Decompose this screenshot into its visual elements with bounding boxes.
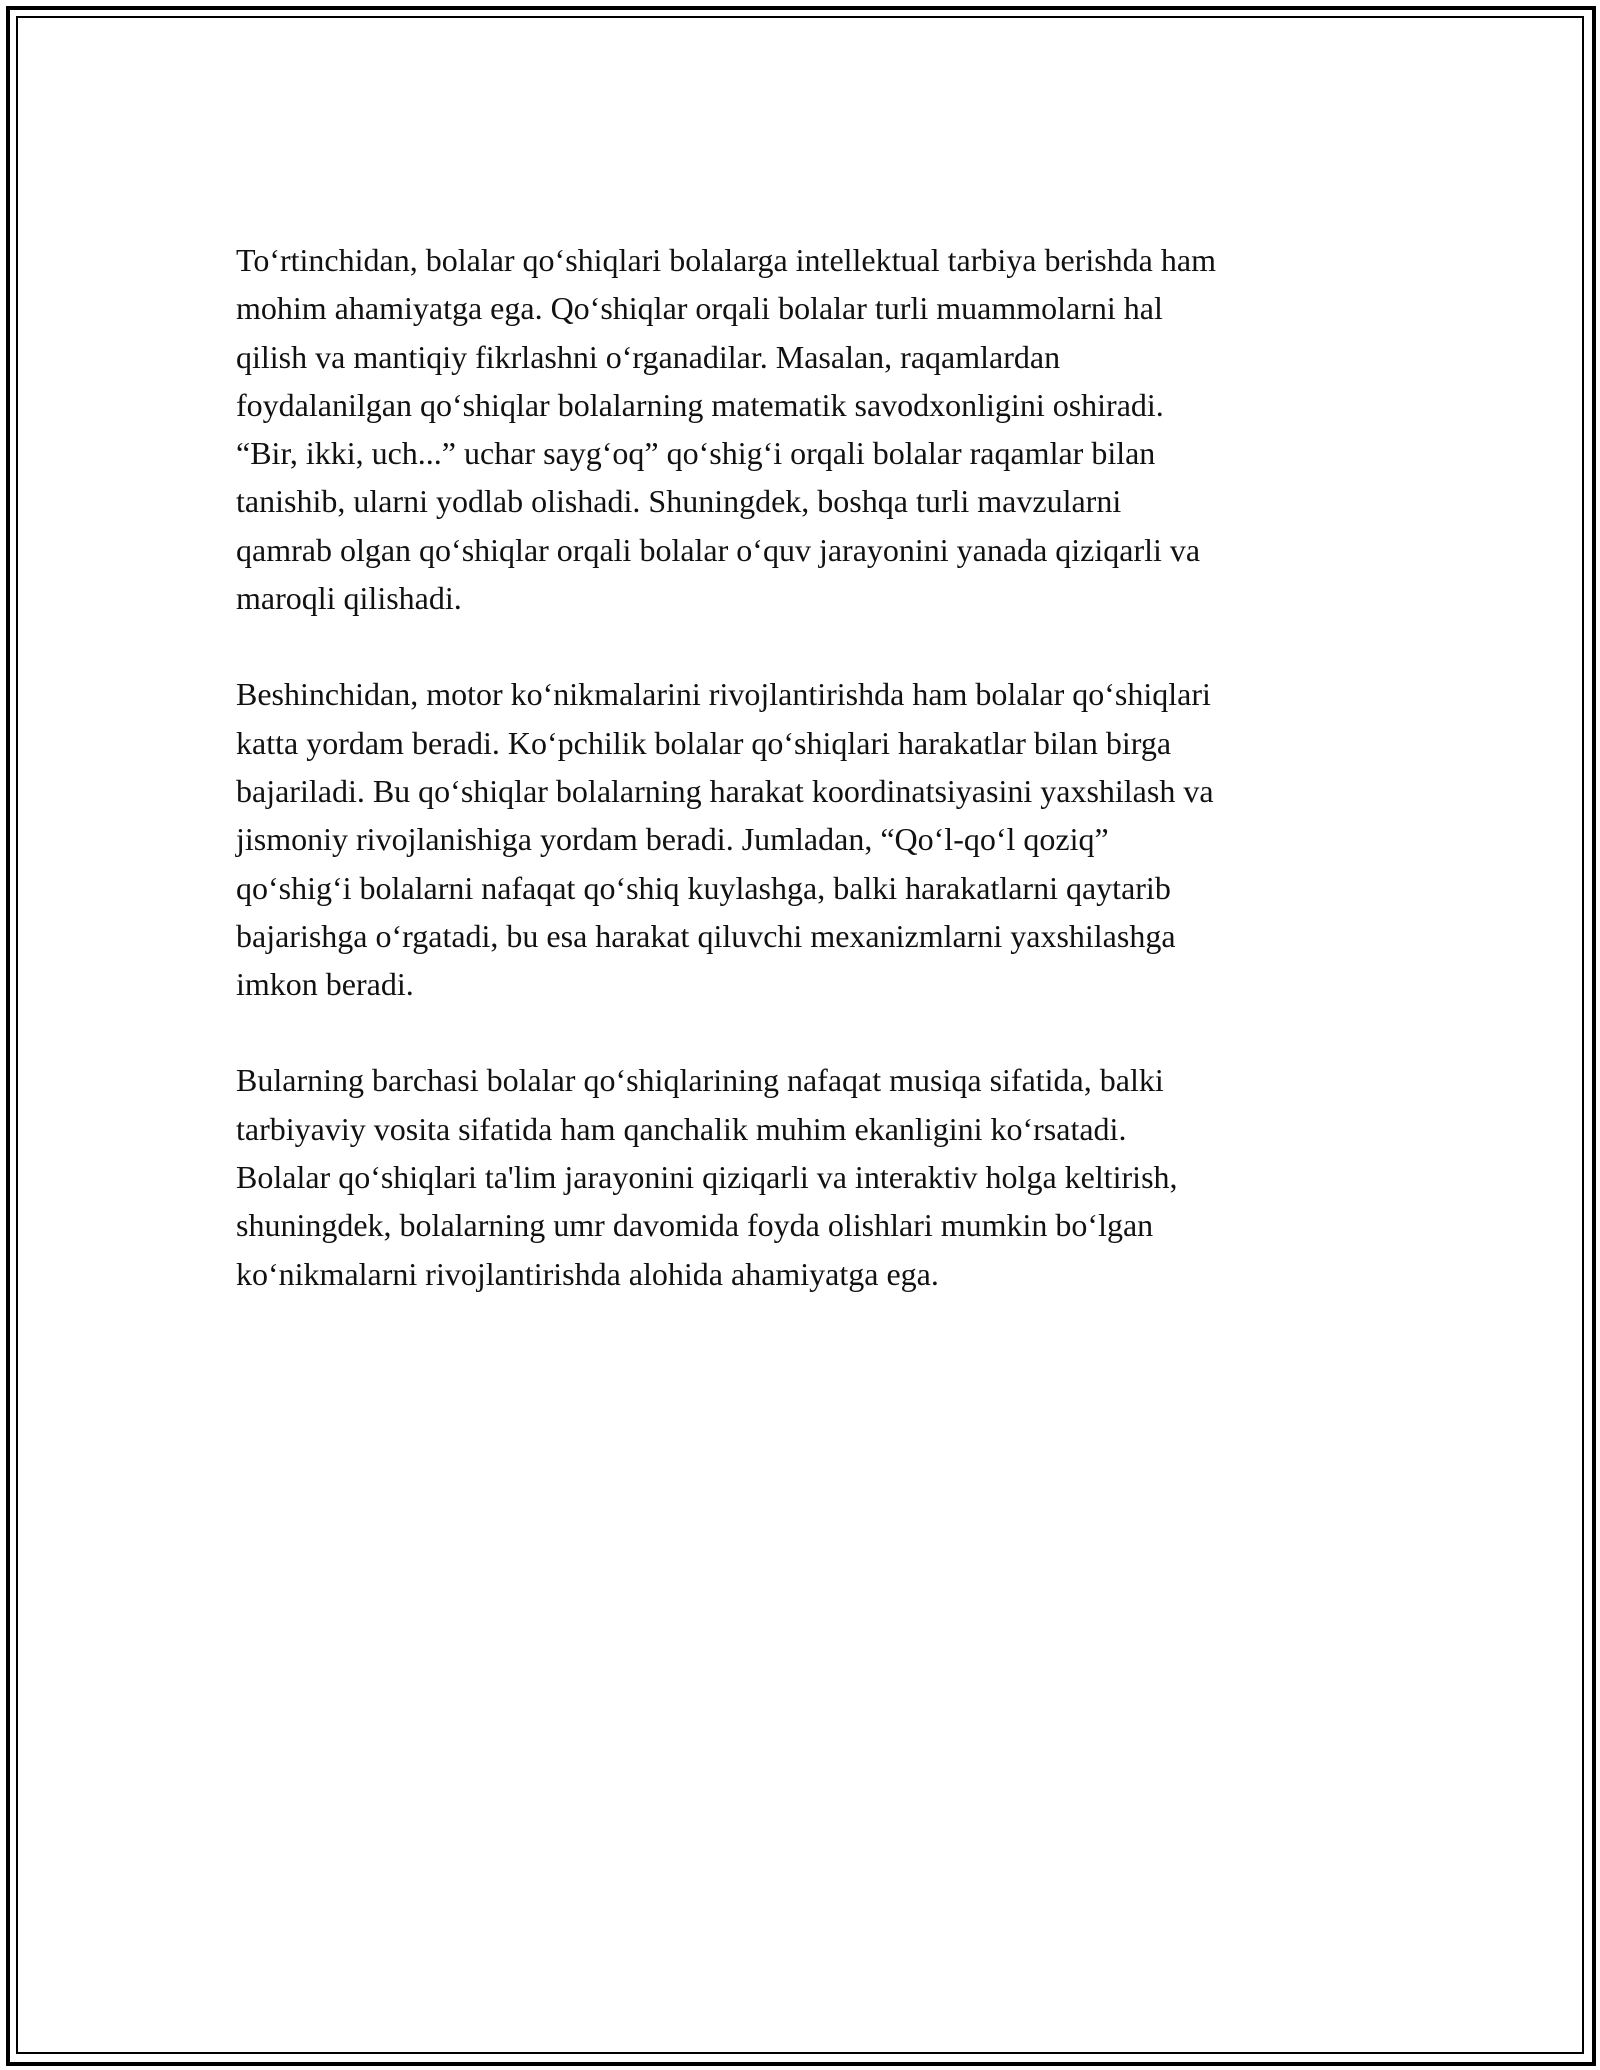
paragraph-3: Bularning barchasi bolalar qo‘shiqlarining nafaqat musiqa sifatida, balki tarbiyaviy vosita sifatida ham qanchalik muhim ekanligini ko‘rsatadi. Bolalar qo‘shiqlari ta'lim jarayonini qiziqarli va interaktiv holga keltirish, shuningdek, bolalarning umr davomida foyda olishlari mumkin bo‘lgan ko‘nikmalarni rivojlantirishda alohida ahamiyatga ega. [236,1062,1178,1292]
paragraph-1: To‘rtinchidan, bolalar qo‘shiqlari bolalarga intellektual tarbiya berishda ham mohim ahamiyatga ega. Qo‘shiqlar orqali bolalar turli muammolarni hal qilish va mantiqiy fikrlashni o‘rganadilar. Masalan, raqamlardan foydalanilgan qo‘shiqlar bolalarning matematik savodxonligini oshiradi. “Bir, ikki, uch...” uchar sayg‘oq” qo‘shig‘i orqali bolalar raqamlar bilan tanishib, ularni yodlab olishadi. Shuningdek, boshqa turli mavzularni qamrab olgan qo‘shiqlar orqali bolalar o‘quv jarayonini yanada qiziqarli va maroqli qilishadi. [236,242,1216,617]
document-body [236,236,1366,1346]
paragraph-2: Beshinchidan, motor ko‘nikmalarini rivojlantirishda ham bolalar qo‘shiqlari katta yordam beradi. Ko‘pchilik bolalar qo‘shiqlari harakatlar bilan birga bajariladi. Bu qo‘shiqlar bolalarning harakat koordinatsiyasini yaxshilash va jismoniy rivojlanishiga yordam beradi. Jumladan, “Qo‘l-qo‘l qoziq” qo‘shig‘i bolalarni nafaqat qo‘shiq kuylashga, balki harakatlarni qaytarib bajarishga o‘rgatadi, bu esa harakat qiluvchi mexanizmlarni yaxshilashga imkon beradi. [236,676,1214,1003]
